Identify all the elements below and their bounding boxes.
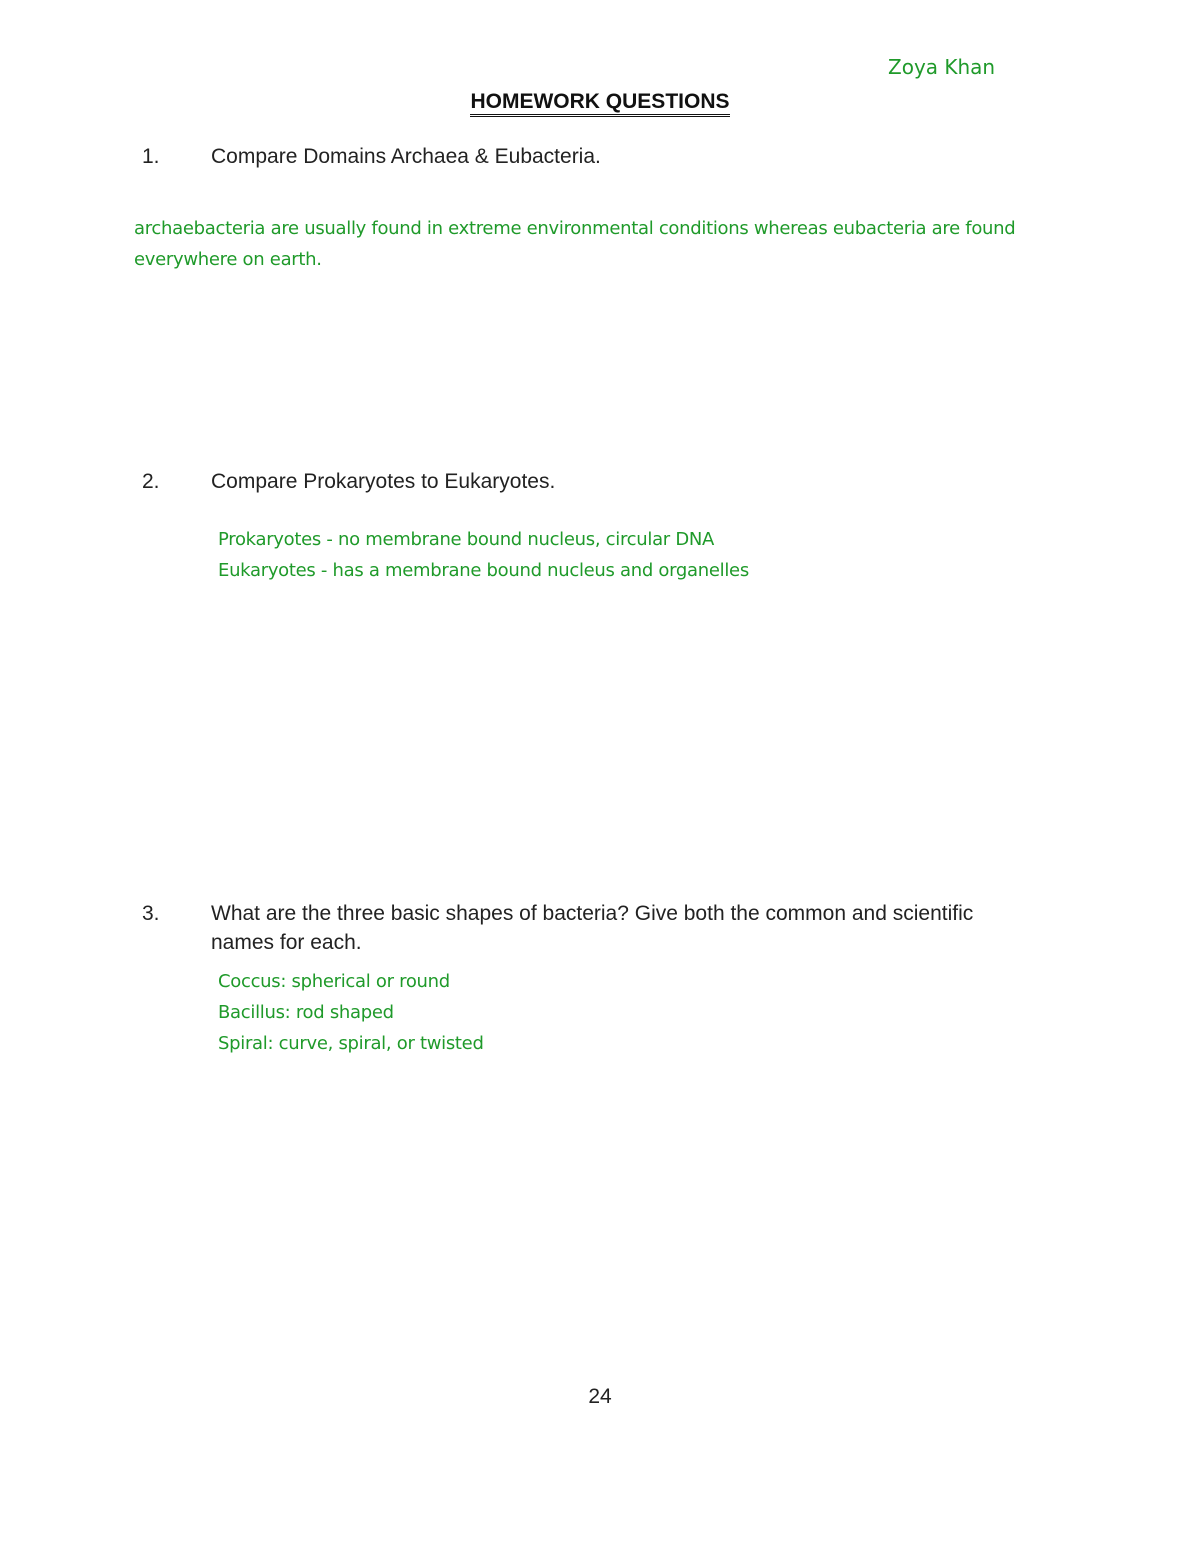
author-name: Zoya Khan: [888, 55, 996, 79]
answer-3-line-3: Spiral: curve, spiral, or twisted: [218, 1033, 484, 1054]
question-3-text: What are the three basic shapes of bacteria? Give both the common and scientific names for each.: [211, 902, 974, 954]
answer-2-line-2: Eukaryotes - has a membrane bound nucleus and organelles: [218, 560, 749, 581]
answer-3-line-1: Coccus: spherical or round: [218, 971, 450, 992]
answer-3: [218, 966, 484, 1059]
page-title: [0, 90, 1200, 117]
answer-1-line-1: archaebacteria are usually found in extreme environmental conditions whereas eubacteria are found: [134, 218, 1016, 239]
question-2-text: Compare Prokaryotes to Eukaryotes.: [211, 470, 556, 493]
page-title-text: HOMEWORK QUESTIONS: [470, 90, 729, 117]
answer-2-line-1: Prokaryotes - no membrane bound nucleus, circular DNA: [218, 529, 715, 550]
question-3-number: 3.: [142, 902, 160, 925]
answer-1-line-2: everywhere on earth.: [134, 249, 322, 270]
question-1-text: Compare Domains Archaea & Eubacteria.: [211, 145, 601, 168]
answer-2: [218, 524, 749, 586]
answer-1: [134, 213, 1015, 275]
page-number: 24: [588, 1385, 612, 1408]
answer-3-line-2: Bacillus: rod shaped: [218, 1002, 394, 1023]
question-2-number: 2.: [142, 470, 160, 493]
question-1-number: 1.: [142, 145, 160, 168]
